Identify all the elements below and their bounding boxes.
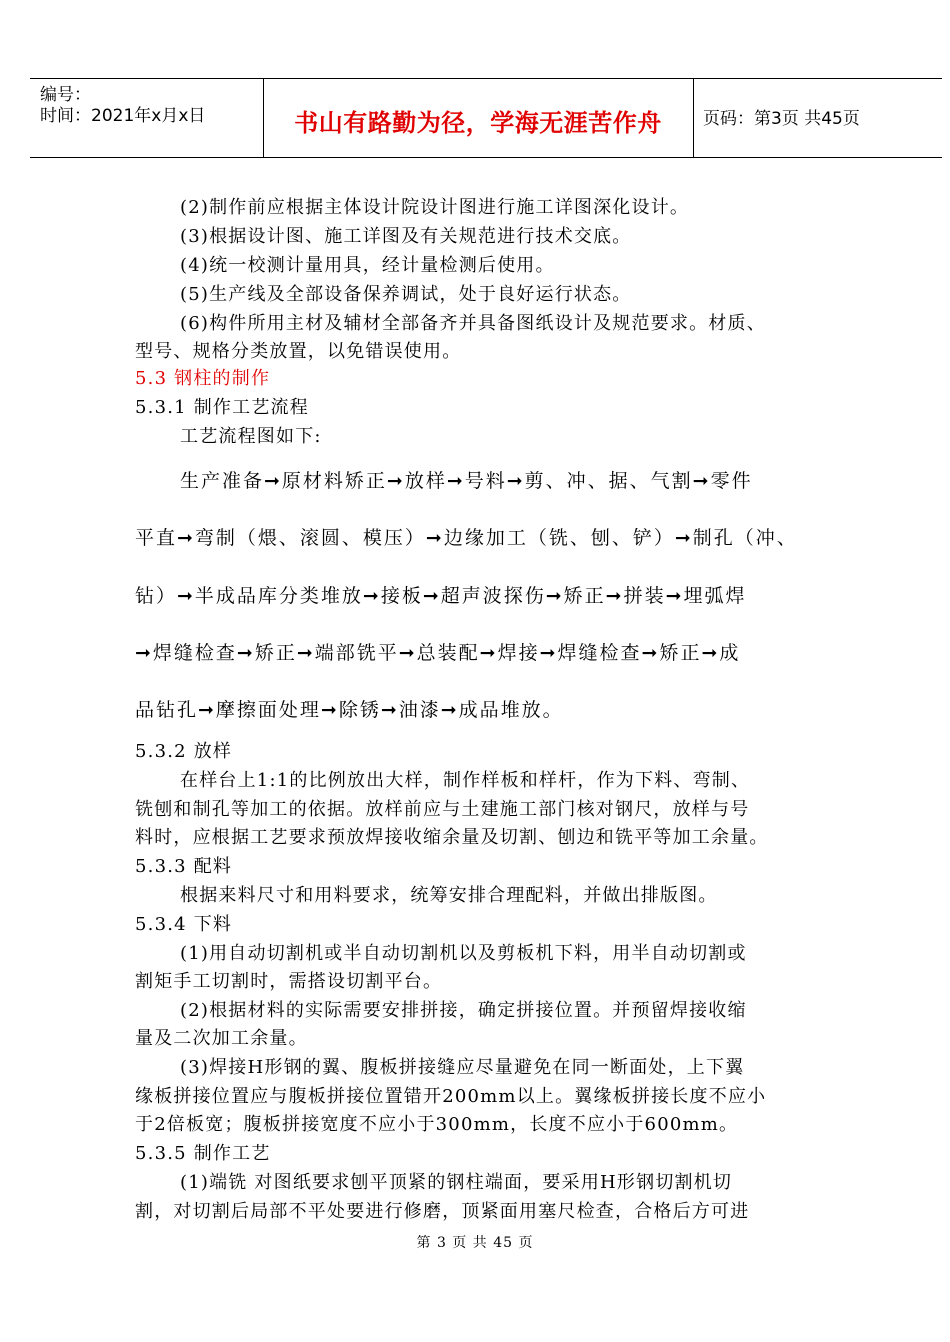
subsection-heading: 5.3.4 下料 xyxy=(135,914,233,935)
body-line: (2)制作前应根据主体设计院设计图进行施工详图深化设计。 xyxy=(180,197,690,218)
process-flow-line: 生产准备➞原材料矫正➞放样➞号料➞剪、冲、据、气割➞零件 xyxy=(180,470,753,492)
page-header xyxy=(30,78,942,158)
subsection-heading: 5.3.5 制作工艺 xyxy=(135,1143,271,1164)
body-line: 缘板拼接位置应与腹板拼接位置错开200mm以上。翼缘板拼接长度不应小 xyxy=(135,1086,767,1107)
body-line: (2)根据材料的实际需要安排拼接，确定拼接位置。并预留焊接收缩 xyxy=(180,1000,747,1021)
document-time-label: 时间：2021年x月x日 xyxy=(40,106,206,126)
body-line: (3)焊接H形钢的翼、腹板拼接缝应尽量避免在同一断面处，上下翼 xyxy=(180,1057,745,1078)
header-motto: 书山有路勤为径，学海无涯苦作舟 xyxy=(294,109,662,137)
header-middle-cell xyxy=(263,79,694,157)
body-line: (1)端铣 对图纸要求刨平顶紧的钢柱端面，要采用H形钢切割机切 xyxy=(180,1172,733,1193)
subsection-heading: 5.3.3 配料 xyxy=(135,856,233,877)
body-line: 量及二次加工余量。 xyxy=(135,1028,308,1049)
process-flow-line: 平直➞弯制（煨、滚圆、模压）➞边缘加工（铣、刨、铲）➞制孔（冲、 xyxy=(135,527,798,549)
body-line: 型号、规格分类放置，以免错误使用。 xyxy=(135,341,462,362)
body-line: (1)用自动切割机或半自动切割机以及剪板机下料，用半自动切割或 xyxy=(180,943,747,964)
subsection-heading: 5.3.2 放样 xyxy=(135,741,233,762)
section-heading: 5.3 钢柱的制作 xyxy=(135,368,271,389)
body-line: 割，对切割后局部不平处要进行修磨，顶紧面用塞尺检查，合格后方可进 xyxy=(135,1201,750,1222)
process-flow-line: 品钻孔➞摩擦面处理➞除锈➞油漆➞成品堆放。 xyxy=(135,699,564,721)
body-line: 铣刨和制孔等加工的依据。放样前应与土建施工部门核对钢尺，放样与号 xyxy=(135,799,750,820)
body-line: 根据来料尺寸和用料要求，统筹安排合理配料，并做出排版图。 xyxy=(180,885,718,906)
body-line: 料时，应根据工艺要求预放焊接收缩余量及切割、刨边和铣平等加工余量。 xyxy=(135,827,769,848)
body-line: (5)生产线及全部设备保养调试，处于良好运行状态。 xyxy=(180,284,632,305)
body-line: (4)统一校测计量用具，经计量检测后使用。 xyxy=(180,255,555,276)
subsection-heading: 5.3.1 制作工艺流程 xyxy=(135,397,309,418)
process-flow-line: ➞焊缝检查➞矫正➞端部铣平➞总装配➞焊接➞焊缝检查➞矫正➞成 xyxy=(135,642,741,664)
body-line: 于2倍板宽；腹板拼接宽度不应小于300mm，长度不应小于600mm。 xyxy=(135,1114,739,1135)
body-line: 工艺流程图如下: xyxy=(180,426,322,447)
header-left-cell xyxy=(30,79,264,157)
document-number-label: 编号： xyxy=(40,85,91,105)
header-right-cell xyxy=(693,79,942,157)
body-line: (6)构件所用主材及辅材全部备齐并具备图纸设计及规范要求。材质、 xyxy=(180,313,766,334)
body-line: 在样台上1:1的比例放出大样，制作样板和样杆，作为下料、弯制、 xyxy=(180,770,751,791)
body-line: (3)根据设计图、施工详图及有关规范进行技术交底。 xyxy=(180,226,632,247)
body-line: 割矩手工切割时，需搭设切割平台。 xyxy=(135,971,443,992)
process-flow-line: 钻）➞半成品库分类堆放➞接板➞超声波探伤➞矫正➞拼装➞埋弧焊 xyxy=(135,585,747,607)
header-page-counter: 页码：第3页 共45页 xyxy=(703,109,860,129)
page-footer: 第 3 页 共 45 页 xyxy=(416,1235,534,1251)
